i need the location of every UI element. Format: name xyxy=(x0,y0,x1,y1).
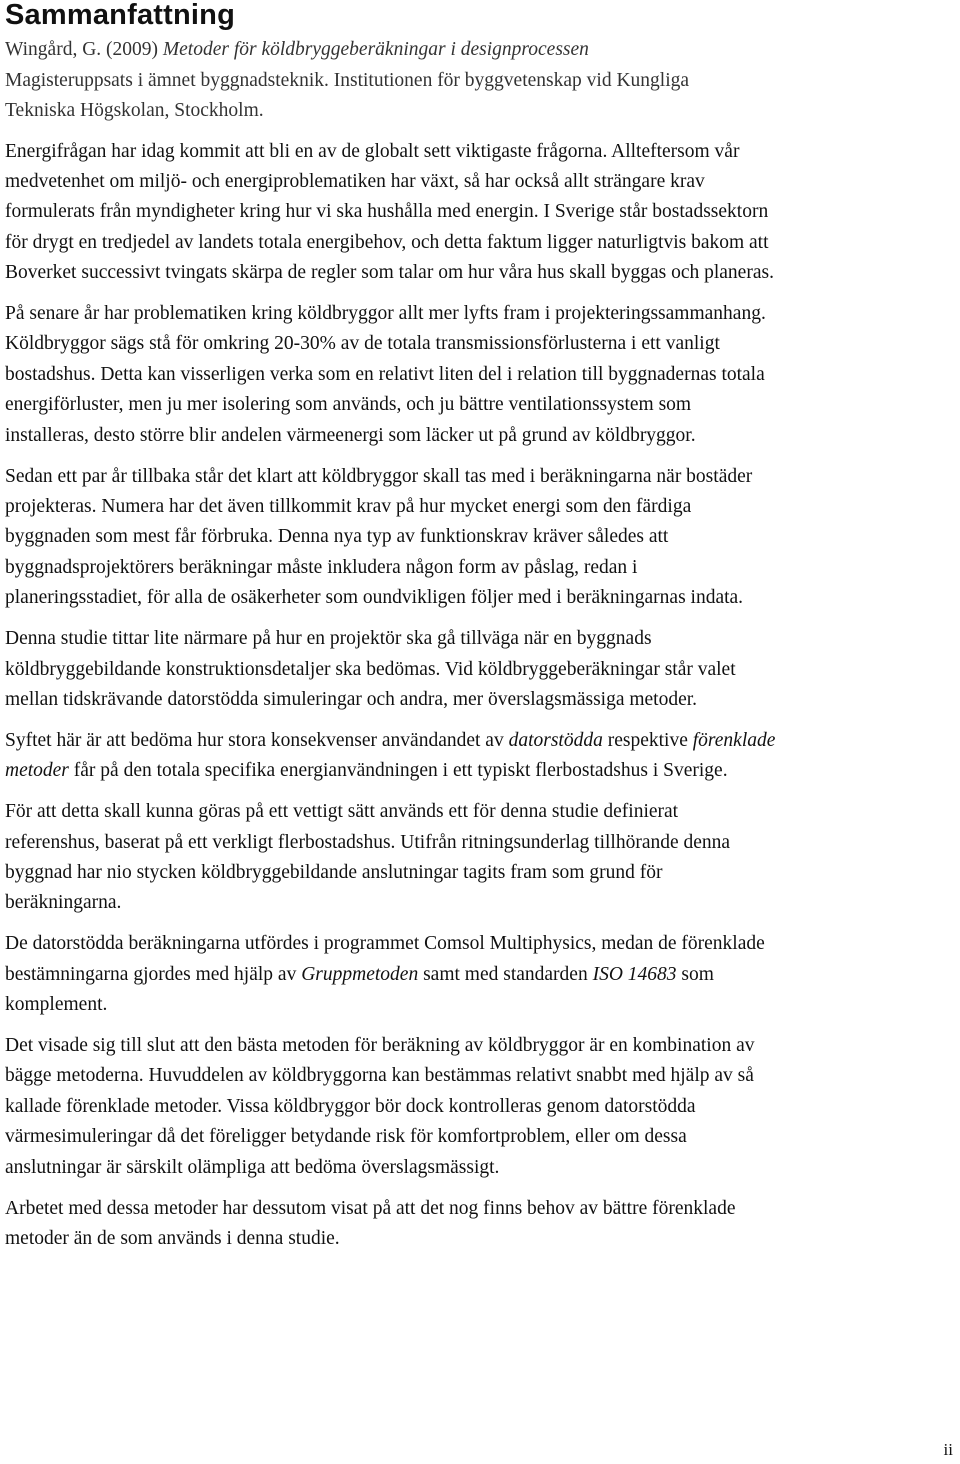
emphasis-forenklade: förenklade xyxy=(692,729,776,751)
paragraph-line: planeringsstadiet, för alla de osäkerheter som oundvikligen följer med i beräkningarnas indata. xyxy=(5,587,744,609)
text-run: respektive xyxy=(602,729,693,751)
paragraph-1 xyxy=(5,137,957,289)
citation-block xyxy=(5,35,957,127)
paragraph-line xyxy=(5,756,957,786)
paragraph-line: De datorstödda beräkningarna utfördes i programmet Comsol Multiphysics, medan de förenklade xyxy=(5,933,765,955)
page-title: Sammanfattning xyxy=(5,0,235,31)
citation-line-2: Magisteruppsats i ämnet byggnadsteknik. Institutionen för byggvetenskap vid Kungliga xyxy=(5,69,690,91)
emphasis-iso-standard: ISO 14683 xyxy=(592,963,677,985)
paragraph-line: anslutningar är särskilt olämpliga att bedöma överslagsmässigt. xyxy=(5,1156,500,1178)
paragraph-6 xyxy=(5,797,957,919)
paragraph-line: Energifrågan har idag kommit att bli en av de globalt sett viktigaste frågorna. Allteftersom vår xyxy=(5,140,740,162)
paragraph-line: På senare år har problematiken kring köldbryggor allt mer lyfts fram i projekteringssammanhang. xyxy=(5,303,766,325)
page-number: ii xyxy=(943,1440,953,1459)
paragraph-line: bostadshus. Detta kan visserligen verka som en relativt liten del i relation till byggnadernas totala xyxy=(5,363,765,385)
emphasis-metoder: metoder xyxy=(5,760,69,782)
abstract-body xyxy=(5,137,957,1255)
paragraph-line: byggnaden som mest får förbruka. Denna nya typ av funktionskrav kräver således att xyxy=(5,526,669,548)
paragraph-line: köldbryggebildande konstruktionsdetaljer ska bedömas. Vid köldbryggeberäkningar står valet xyxy=(5,658,736,680)
emphasis-gruppmetoden: Gruppmetoden xyxy=(301,963,419,985)
paragraph-line: metoder än de som används i denna studie. xyxy=(5,1227,340,1249)
paragraph-line: energiförluster, men ju mer isolering som används, och ju bättre ventilationssystem som xyxy=(5,394,692,416)
text-run: samt med standarden xyxy=(418,963,593,985)
paragraph-line: formulerats från myndigheter kring hur vi ska hushålla med energin. I Sverige står bostadssektorn xyxy=(5,201,769,223)
paragraph-9 xyxy=(5,1194,957,1255)
paragraph-line: byggnadsprojektörers beräkningar måste inkludera någon form av påslag, redan i xyxy=(5,556,638,578)
paragraph-line: komplement. xyxy=(5,994,108,1016)
citation-line-3: Tekniska Högskolan, Stockholm. xyxy=(5,100,264,121)
emphasis-datorstodda: datorstödda xyxy=(508,729,603,751)
paragraph-line: För att detta skall kunna göras på ett vettigt sätt används ett för denna studie definierat xyxy=(5,801,679,823)
paragraph-7 xyxy=(5,929,957,1020)
paragraph-line: mellan tidskrävande datorstödda simuleringar och andra, mer överslagsmässiga metoder. xyxy=(5,688,698,710)
paragraph-line: Arbetet med dessa metoder har dessutom visat på att det nog finns behov av bättre förenklade xyxy=(5,1197,736,1219)
paragraph-line: Köldbryggor sägs stå för omkring 20-30% av de totala transmissionsförlusterna i ett vanligt xyxy=(5,333,720,355)
paragraph-line: Boverket successivt tvingats skärpa de regler som talar om hur våra hus skall byggas och planeras. xyxy=(5,262,774,284)
paragraph-5 xyxy=(5,726,957,787)
paragraph-line: medvetenhet om miljö- och energiproblematiken har växt, så har också allt strängare krav xyxy=(5,170,705,192)
paragraph-line: värmesimuleringar då det föreligger betydande risk för komfortproblem, eller om dessa xyxy=(5,1126,687,1148)
text-run: Syftet här är att bedöma hur stora konsekvenser användandet av xyxy=(5,729,509,751)
paragraph-2 xyxy=(5,299,957,451)
citation-thesis-title: Metoder för köldbryggeberäkningar i designprocessen xyxy=(162,39,589,60)
paragraph-line: kallade förenklade metoder. Vissa köldbryggor bör dock kontrolleras genom datorstödda xyxy=(5,1095,696,1117)
paragraph-line: bägge metoderna. Huvuddelen av köldbryggorna kan bestämmas relativt snabbt med hjälp av så xyxy=(5,1065,754,1087)
paragraph-line: Sedan ett par år tillbaka står det klart att köldbryggor skall tas med i beräkningarna när bostäder xyxy=(5,465,753,487)
citation-line-1 xyxy=(5,35,957,66)
paragraph-line: för drygt en tredjedel av landets totala energibehov, och detta faktum ligger naturligtvis bakom att xyxy=(5,231,769,253)
document-page xyxy=(5,0,957,1265)
paragraph-line: beräkningarna. xyxy=(5,892,122,914)
paragraph-line xyxy=(5,726,957,756)
paragraph-3 xyxy=(5,462,957,614)
paragraph-line: byggnad har nio stycken köldbryggebildande anslutningar tagits fram som grund för xyxy=(5,861,663,883)
paragraph-line: Det visade sig till slut att den bästa metoden för beräkning av köldbryggor är en kombination av xyxy=(5,1034,755,1056)
paragraph-line xyxy=(5,960,957,990)
paragraph-line: installeras, desto större blir andelen värmeenergi som läcker ut på grund av köldbryggor. xyxy=(5,424,696,446)
text-run: får på den totala specifika energianvändningen i ett typiskt flerbostadshus i Sverige. xyxy=(68,760,728,782)
paragraph-line: referenshus, baserat på ett verkligt flerbostadshus. Utifrån ritningsunderlag tillhörande denna xyxy=(5,831,731,853)
paragraph-4 xyxy=(5,624,957,715)
text-run: som xyxy=(676,963,714,985)
text-run: bestämningarna gjordes med hjälp av xyxy=(5,963,302,985)
paragraph-line: projekteras. Numera har det även tillkommit krav på hur mycket energi som den färdiga xyxy=(5,495,692,517)
paragraph-8 xyxy=(5,1031,957,1183)
paragraph-line: Denna studie tittar lite närmare på hur en projektör ska gå tillväga när en byggnads xyxy=(5,628,652,650)
citation-author-year: Wingård, G. (2009) xyxy=(5,39,163,60)
